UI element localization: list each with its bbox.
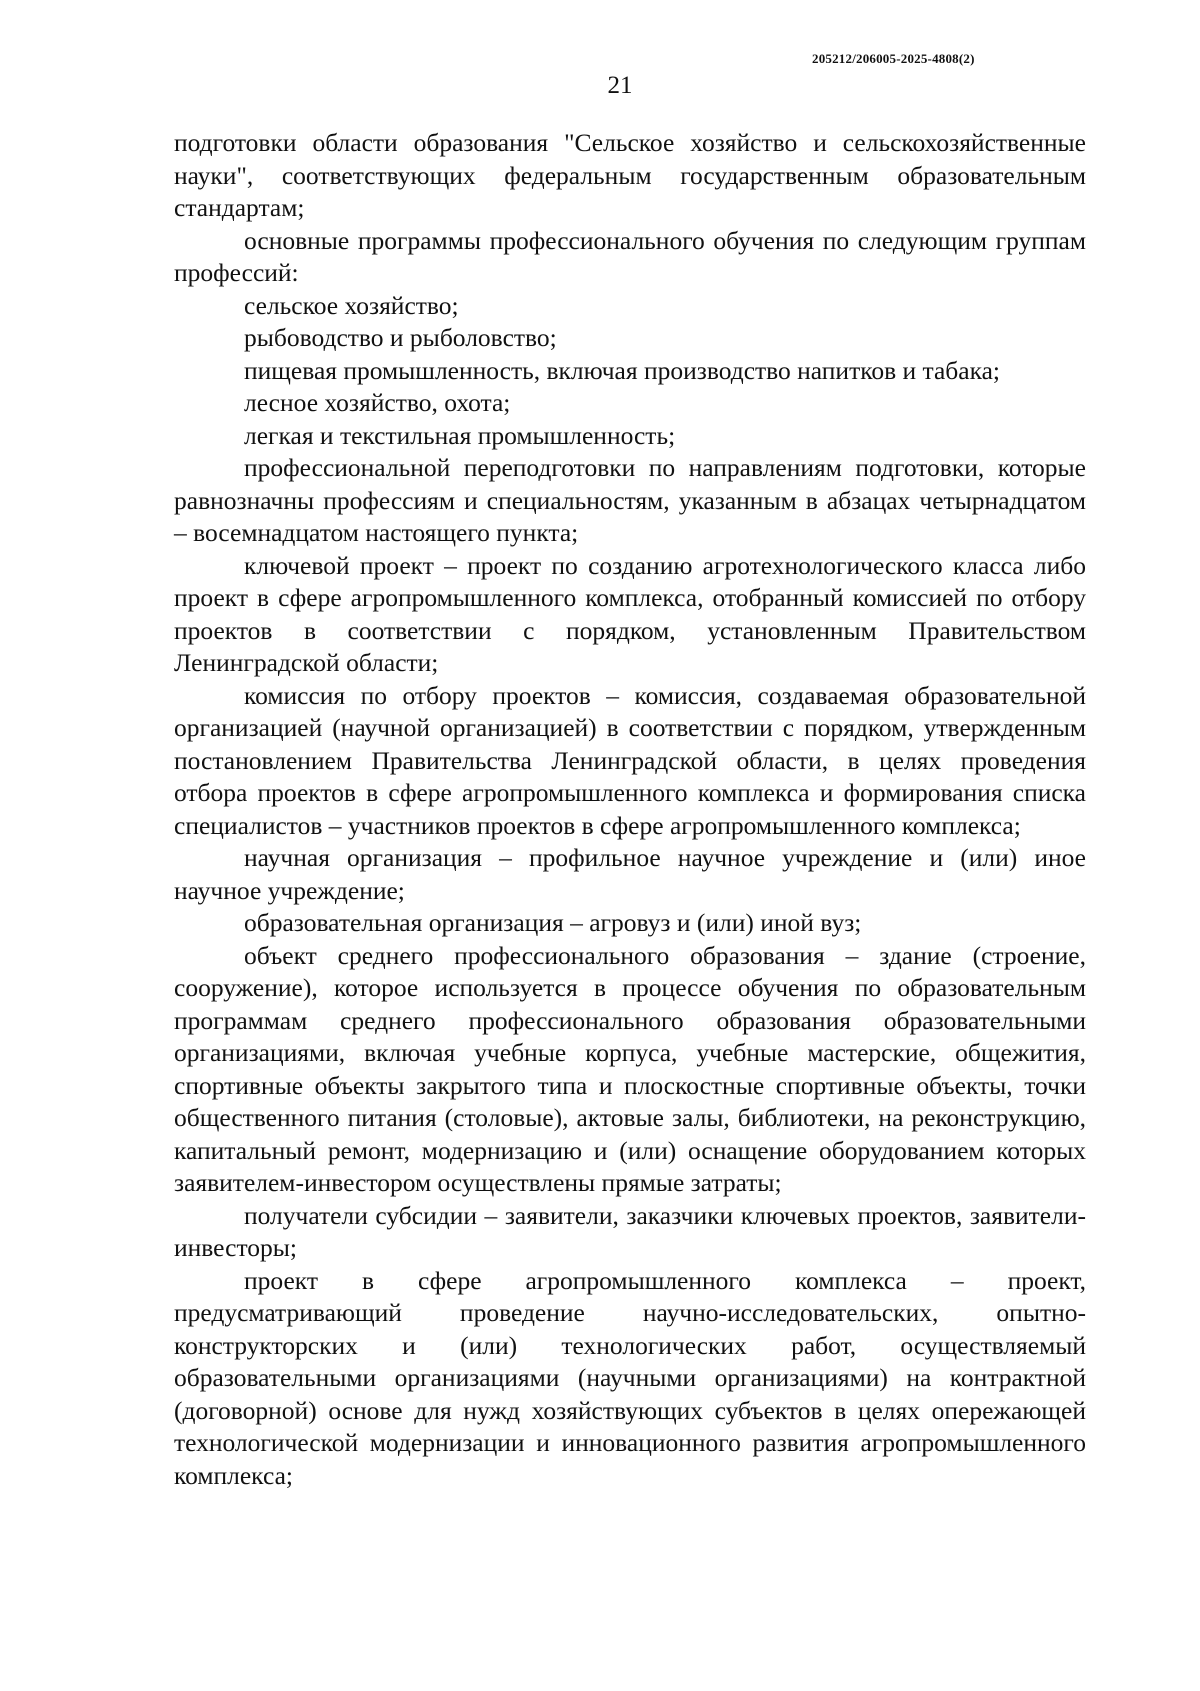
paragraph: сельское хозяйство;: [244, 290, 459, 320]
paragraph: подготовки области образования "Сельское хозяйство и сельскохозяйственные науки", соответствующих федеральным государственным образовательным стандартам;: [174, 128, 1086, 222]
document-code: 205212/206005-2025-4808(2): [812, 51, 975, 66]
paragraph: ключевой проект – проект по созданию агротехнологического класса либо проект в сфере агропромышленного комплекса, отобранный комиссией по отбору проектов в соответствии с порядком, установленным Правительством Ленинградской области;: [174, 550, 1086, 677]
paragraph: объект среднего профессионального образования – здание (строение, сооружение), которое используется в процессе обучения по образовательным программам среднего профессионального образования образовательными организациями, включая учебные корпуса, учебные мастерские, общежития, спортивные объекты закрытого типа и плоскостные спортивные объекты, точки общественного питания (столовые), актовые залы, библиотеки, на реконструкцию, капитальный ремонт, модернизацию и (или) оснащение оборудованием которых заявителем-инвестором осуществлены прямые затраты;: [174, 940, 1086, 1197]
page-number: 21: [607, 72, 633, 99]
paragraph: научная организация – профильное научное учреждение и (или) иное научное учреждение;: [174, 843, 1086, 905]
paragraph: получатели субсидии – заявители, заказчики ключевых проектов, заявители-инвесторы;: [174, 1200, 1086, 1262]
paragraph: образовательная организация – агровуз и (или) иной вуз;: [244, 908, 862, 937]
paragraph: пищевая промышленность, включая производство напитков и табака;: [244, 355, 1000, 385]
body-text: [174, 127, 1086, 1492]
paragraph: комиссия по отбору проектов – комиссия, создаваемая образовательной организацией (научной организацией) в соответствии с порядком, утвержденным постановлением Правительства Ленинградской области, в целях проведения отбора проектов в сфере агропромышленного комплекса и формирования списка специалистов – участников проектов в сфере агропромышленного комплекса;: [174, 680, 1086, 840]
paragraph: основные программы профессионального обучения по следующим группам профессий:: [174, 225, 1086, 287]
paragraph: рыбоводство и рыболовство;: [244, 323, 557, 352]
paragraph: лесное хозяйство, охота;: [244, 388, 511, 417]
paragraph: профессиональной переподготовки по направлениям подготовки, которые равнозначны профессиям и специальностям, указанным в абзацах четырнадцатом – восемнадцатом настоящего пункта;: [174, 453, 1086, 547]
paragraph: легкая и текстильная промышленность;: [244, 420, 676, 450]
paragraph: проект в сфере агропромышленного комплекса – проект, предусматривающий проведение научно-исследовательских, опытно-конструкторских и (или) технологических работ, осуществляемый образовательными организациями (научными организациями) на контрактной (договорной) основе для нужд хозяйствующих субъектов в целях опережающей технологической модернизации и инновационного развития агропромышленного комплекса;: [174, 1265, 1086, 1490]
